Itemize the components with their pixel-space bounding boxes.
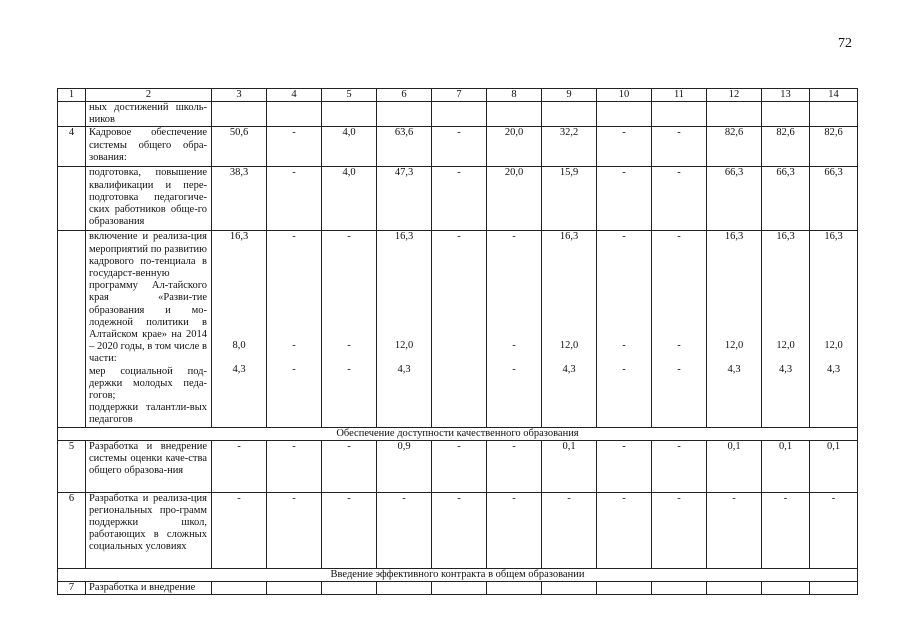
value-cell	[322, 492, 377, 568]
cell-value: 16,3	[824, 231, 843, 243]
cell-value: -	[677, 440, 681, 452]
cell-spacer	[215, 244, 263, 340]
section-row	[58, 427, 858, 440]
cell-value: -	[402, 492, 406, 504]
cell-spacer	[655, 352, 703, 364]
column-header: 5	[322, 89, 377, 102]
cell-value: 66,3	[776, 167, 795, 179]
description-text: ных достижений школь-ников	[89, 102, 207, 126]
cell-value: 16,3	[559, 231, 579, 243]
value-cell	[597, 167, 652, 231]
cell-value: -	[512, 231, 516, 243]
cell-value: -	[292, 440, 296, 452]
column-header: 8	[487, 89, 542, 102]
value-cell	[810, 102, 858, 127]
cell-spacer	[710, 352, 758, 364]
cell-value: -	[677, 127, 681, 139]
cell-value: 4,0	[342, 127, 356, 139]
column-header: 10	[597, 89, 652, 102]
description-text: включение и реализа-ция мероприятий по развитию кадрового по-тенциала в государст-венную программу Ал-тайского края «Разви-тие образования и мо-лодежной политики в Алтайском крае» на 2014 – 2020 годы, в том числе в части:	[89, 231, 207, 365]
value-cell	[432, 581, 487, 594]
description-text: Разработка и реализа-ция региональных про-грамм поддержки школ, работающих в сложных социальных условиях	[89, 492, 207, 553]
cell-value: -	[622, 363, 626, 375]
value-cell	[267, 440, 322, 492]
value-cell	[707, 581, 762, 594]
value-cell	[542, 167, 597, 231]
value-cell	[652, 581, 707, 594]
value-cell	[707, 492, 762, 568]
cell-spacer	[545, 352, 593, 364]
cell-value: 0,1	[778, 440, 793, 452]
cell-spacer	[545, 244, 593, 340]
value-cell	[322, 102, 377, 127]
cell-spacer	[325, 352, 373, 364]
cell-value: -	[457, 492, 461, 504]
cell-value: -	[677, 363, 681, 375]
column-header: 11	[652, 89, 707, 102]
cell-value: 82,6	[776, 127, 795, 139]
value-cell	[487, 167, 542, 231]
cell-spacer	[270, 244, 318, 340]
description-text: подготовка, повышение квалификации и пере-подготовка педагогиче-ских работников обще-го образования	[89, 167, 207, 228]
cell-value: -	[237, 440, 241, 452]
cell-value: 12,0	[724, 339, 744, 351]
value-cell	[542, 102, 597, 127]
cell-spacer	[490, 352, 538, 364]
column-header: 12	[707, 89, 762, 102]
value-cell	[487, 492, 542, 568]
value-cell	[377, 102, 432, 127]
cell-value: -	[512, 339, 516, 351]
row-number	[58, 102, 86, 127]
value-cell	[377, 581, 432, 594]
value-cell	[322, 127, 377, 167]
column-header: 13	[762, 89, 810, 102]
value-cell	[762, 581, 810, 594]
value-cell	[432, 167, 487, 231]
value-cell	[267, 127, 322, 167]
cell-value: -	[457, 231, 461, 243]
value-cell	[487, 231, 542, 427]
cell-value: 4,3	[232, 363, 246, 375]
value-cell	[377, 167, 432, 231]
cell-value: -	[622, 231, 626, 243]
section-row	[58, 568, 858, 581]
cell-value: 0,1	[826, 440, 841, 452]
value-cell	[707, 167, 762, 231]
value-cell	[322, 440, 377, 492]
value-cell	[212, 167, 267, 231]
cell-value: 8,0	[232, 339, 246, 351]
row-description	[86, 231, 212, 427]
cell-value: -	[512, 492, 516, 504]
description-text: Разработка и внедрение системы оценки каче-ства общего образова-ния	[89, 440, 207, 477]
value-cell	[810, 167, 858, 231]
value-cell	[432, 440, 487, 492]
column-header: 7	[432, 89, 487, 102]
description-text: Разработка и внедрение	[89, 581, 196, 593]
cell-value: 20,0	[504, 167, 524, 179]
section-title: Обеспечение доступности качественного образования	[58, 427, 858, 440]
cell-spacer	[435, 244, 483, 340]
cell-value: 32,2	[559, 127, 579, 139]
value-cell	[212, 102, 267, 127]
cell-value: 12,0	[394, 339, 414, 351]
cell-value: -	[512, 363, 516, 375]
cell-value: 0,1	[562, 440, 576, 452]
cell-value: -	[831, 492, 836, 504]
value-cell	[597, 440, 652, 492]
cell-value: 82,6	[724, 127, 744, 139]
value-cell	[810, 231, 858, 427]
value-cell	[597, 492, 652, 568]
cell-value: 63,6	[394, 127, 414, 139]
cell-value: 4,0	[342, 167, 356, 179]
value-cell	[810, 581, 858, 594]
cell-value: -	[677, 167, 681, 179]
value-cell	[652, 231, 707, 427]
cell-value: 16,3	[229, 231, 249, 243]
value-cell	[597, 127, 652, 167]
cell-spacer	[765, 244, 806, 340]
value-cell	[542, 127, 597, 167]
value-cell	[487, 581, 542, 594]
cell-spacer	[600, 352, 648, 364]
section-title: Введение эффективного контракта в общем образовании	[58, 568, 858, 581]
header-row	[58, 89, 858, 102]
value-cell	[432, 231, 487, 427]
cell-value: 12,0	[559, 339, 579, 351]
row-description	[86, 167, 212, 231]
cell-spacer	[380, 352, 428, 364]
cell-value: -	[622, 440, 626, 452]
value-cell	[542, 440, 597, 492]
value-cell	[212, 581, 267, 594]
description-text: Кадровое обеспечение системы общего обра-зования:	[89, 127, 207, 163]
value-cell	[707, 127, 762, 167]
cell-spacer	[655, 244, 703, 340]
value-cell	[810, 127, 858, 167]
cell-value: 20,0	[504, 127, 524, 139]
value-cell	[810, 492, 858, 568]
value-cell	[597, 102, 652, 127]
cell-value: 12,0	[824, 339, 843, 351]
value-cell	[212, 231, 267, 427]
value-cell	[267, 167, 322, 231]
table-row	[58, 581, 858, 594]
value-cell	[652, 127, 707, 167]
value-cell	[542, 492, 597, 568]
cell-value: -	[347, 440, 351, 452]
table-row	[58, 127, 858, 167]
value-cell	[762, 167, 810, 231]
row-number: 4	[58, 127, 86, 167]
value-cell	[432, 102, 487, 127]
value-cell	[212, 127, 267, 167]
column-header: 14	[810, 89, 858, 102]
cell-spacer	[813, 244, 854, 340]
value-cell	[267, 102, 322, 127]
cell-value: 47,3	[394, 167, 414, 179]
row-description	[86, 102, 212, 127]
value-cell	[267, 492, 322, 568]
cell-value: -	[347, 492, 351, 504]
cell-value: 0,1	[727, 440, 741, 452]
value-cell	[597, 231, 652, 427]
cell-value: 38,3	[229, 167, 249, 179]
value-cell	[707, 102, 762, 127]
value-cell	[762, 492, 810, 568]
column-header: 2	[86, 89, 212, 102]
value-cell	[487, 440, 542, 492]
value-cell	[322, 167, 377, 231]
page-number: 72	[838, 36, 852, 51]
row-description	[86, 492, 212, 568]
cell-value: -	[512, 440, 516, 452]
cell-value: 0,9	[397, 440, 411, 452]
cell-value: -	[292, 127, 296, 139]
value-cell	[652, 102, 707, 127]
table-row	[58, 440, 858, 492]
cell-value: -	[237, 492, 241, 504]
cell-value: 66,3	[724, 167, 744, 179]
row-description	[86, 581, 212, 594]
cell-spacer	[765, 352, 806, 364]
cell-value: -	[347, 339, 351, 351]
value-cell	[432, 127, 487, 167]
value-cell	[377, 231, 432, 427]
value-cell	[487, 127, 542, 167]
value-cell	[377, 127, 432, 167]
value-cell	[267, 231, 322, 427]
column-header: 1	[58, 89, 86, 102]
cell-value: -	[622, 167, 626, 179]
value-cell	[432, 492, 487, 568]
cell-value: -	[622, 127, 626, 139]
value-cell	[652, 492, 707, 568]
cell-value: -	[292, 492, 296, 504]
table-row	[58, 231, 858, 427]
cell-value: 4,3	[562, 363, 576, 375]
value-cell	[542, 581, 597, 594]
value-cell	[267, 581, 322, 594]
value-cell	[652, 167, 707, 231]
cell-value: 66,3	[824, 167, 843, 179]
value-cell	[762, 440, 810, 492]
column-header: 3	[212, 89, 267, 102]
cell-spacer	[490, 244, 538, 340]
value-cell	[212, 440, 267, 492]
cell-value: -	[677, 339, 681, 351]
cell-value: 4,3	[397, 363, 411, 375]
cell-value: -	[347, 363, 351, 375]
cell-value: -	[677, 231, 681, 243]
value-cell	[762, 102, 810, 127]
value-cell	[542, 231, 597, 427]
cell-value: -	[567, 492, 571, 504]
cell-spacer	[270, 352, 318, 364]
row-number: 5	[58, 440, 86, 492]
cell-value: -	[622, 339, 626, 351]
row-number	[58, 167, 86, 231]
cell-value: -	[457, 167, 461, 179]
cell-spacer	[710, 244, 758, 340]
cell-value: 4,3	[727, 363, 741, 375]
row-number: 7	[58, 581, 86, 594]
column-header: 6	[377, 89, 432, 102]
value-cell	[707, 440, 762, 492]
cell-spacer	[813, 352, 854, 364]
table-row	[58, 167, 858, 231]
cell-value: -	[622, 492, 626, 504]
cell-value: 12,0	[776, 339, 795, 351]
cell-value: -	[347, 231, 351, 243]
row-number: 6	[58, 492, 86, 568]
table-row	[58, 102, 858, 127]
cell-spacer	[325, 244, 373, 340]
value-cell	[762, 231, 810, 427]
value-cell	[322, 231, 377, 427]
cell-value: 50,6	[229, 127, 249, 139]
value-cell	[212, 492, 267, 568]
value-cell	[377, 440, 432, 492]
row-description	[86, 440, 212, 492]
cell-value: -	[457, 440, 461, 452]
cell-value: 16,3	[394, 231, 414, 243]
value-cell	[322, 581, 377, 594]
value-cell	[377, 492, 432, 568]
value-cell	[762, 127, 810, 167]
row-description	[86, 127, 212, 167]
cell-spacer	[380, 244, 428, 340]
cell-value: -	[677, 492, 681, 504]
sub-item-text: мер социальной под-держки молодых педа-гогов;	[89, 365, 207, 402]
cell-spacer	[600, 244, 648, 340]
cell-value: 15,9	[559, 167, 579, 179]
cell-value: -	[292, 339, 296, 351]
value-cell	[487, 102, 542, 127]
cell-spacer	[215, 352, 263, 364]
cell-value: 16,3	[776, 231, 795, 243]
cell-value: -	[457, 127, 461, 139]
data-table	[57, 88, 858, 595]
cell-value: -	[292, 363, 296, 375]
value-cell	[810, 440, 858, 492]
value-cell	[707, 231, 762, 427]
cell-value: -	[783, 492, 788, 504]
cell-value: 16,3	[724, 231, 744, 243]
cell-value: -	[292, 231, 296, 243]
cell-value: -	[292, 167, 296, 179]
value-cell	[597, 581, 652, 594]
cell-value: -	[732, 492, 736, 504]
cell-value: 82,6	[824, 127, 843, 139]
cell-value: 4,3	[778, 363, 793, 375]
column-header: 9	[542, 89, 597, 102]
cell-spacer	[435, 340, 483, 352]
row-number	[58, 231, 86, 427]
cell-value: 4,3	[826, 363, 841, 375]
sub-item-text: поддержки талантли-вых педагогов	[89, 402, 207, 426]
column-header: 4	[267, 89, 322, 102]
value-cell	[652, 440, 707, 492]
table-row	[58, 492, 858, 568]
